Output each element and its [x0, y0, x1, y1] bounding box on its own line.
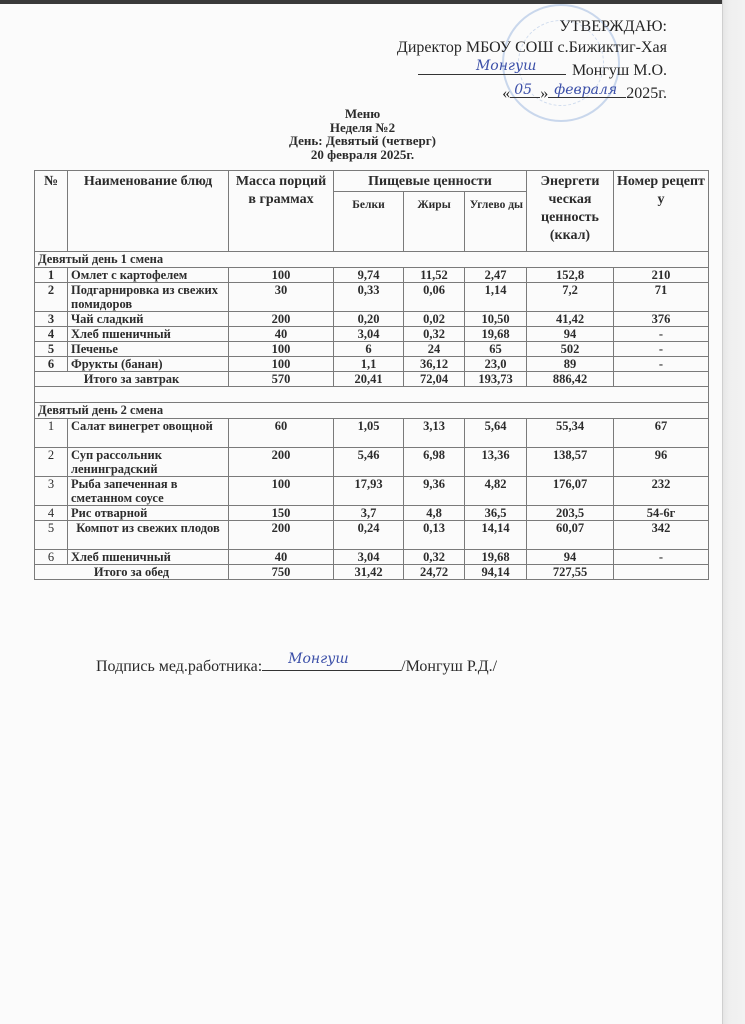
cell-proteins: 3,04 [334, 550, 404, 565]
cell-name: Хлеб пшеничный [68, 550, 229, 565]
cell-energy: 94 [527, 550, 614, 565]
total-recipe [614, 372, 709, 387]
cell-fats: 6,98 [404, 448, 465, 477]
cell-name: Омлет с картофелем [68, 268, 229, 283]
cell-recipe: 71 [614, 283, 709, 312]
cell-recipe: 232 [614, 477, 709, 506]
cell-proteins: 1,1 [334, 357, 404, 372]
cell-energy: 41,42 [527, 312, 614, 327]
total-row [35, 372, 709, 387]
cell-mass: 100 [229, 268, 334, 283]
menu-title: Меню [344, 106, 381, 121]
table-row [35, 312, 709, 327]
total-carbs: 193,73 [465, 372, 527, 387]
total-label: Итого за завтрак [35, 372, 229, 387]
cell-fats: 0,32 [404, 327, 465, 342]
total-energy: 727,55 [527, 565, 614, 580]
med-signature-line [262, 651, 401, 671]
cell-recipe: 96 [614, 448, 709, 477]
cell-fats: 11,52 [404, 268, 465, 283]
cell-carbs: 2,47 [465, 268, 527, 283]
cell-fats: 0,06 [404, 283, 465, 312]
approval-title: УТВЕРЖДАЮ: [559, 18, 667, 35]
med-signature: Монгуш [288, 651, 349, 667]
table-row [35, 268, 709, 283]
date-day: 05 [514, 82, 533, 98]
total-proteins: 20,41 [334, 372, 404, 387]
col-proteins: Белки [334, 192, 404, 252]
total-proteins: 31,42 [334, 565, 404, 580]
cell-carbs: 1,14 [465, 283, 527, 312]
date-day-line [510, 81, 540, 98]
cell-num: 4 [35, 506, 68, 521]
cell-carbs: 19,68 [465, 550, 527, 565]
cell-num: 4 [35, 327, 68, 342]
cell-proteins: 1,05 [334, 419, 404, 448]
cell-fats: 0,32 [404, 550, 465, 565]
cell-proteins: 0,20 [334, 312, 404, 327]
director-name: Монгуш М.О. [571, 62, 667, 79]
cell-energy: 203,5 [527, 506, 614, 521]
cell-recipe: 210 [614, 268, 709, 283]
cell-mass: 100 [229, 357, 334, 372]
cell-energy: 7,2 [527, 283, 614, 312]
cell-num: 3 [35, 477, 68, 506]
cell-recipe: 54-6г [614, 506, 709, 521]
cell-carbs: 36,5 [465, 506, 527, 521]
cell-fats: 9,36 [404, 477, 465, 506]
total-mass: 750 [229, 565, 334, 580]
table-row [35, 342, 709, 357]
cell-mass: 40 [229, 327, 334, 342]
cell-mass: 100 [229, 477, 334, 506]
director-signature-line [418, 58, 566, 75]
cell-proteins: 0,24 [334, 521, 404, 550]
cell-energy: 152,8 [527, 268, 614, 283]
cell-num: 5 [35, 521, 68, 550]
cell-energy: 55,34 [527, 419, 614, 448]
cell-name: Хлеб пшеничный [68, 327, 229, 342]
total-fats: 24,72 [404, 565, 465, 580]
cell-proteins: 0,33 [334, 283, 404, 312]
cell-recipe: 342 [614, 521, 709, 550]
cell-name: Печенье [68, 342, 229, 357]
total-carbs: 94,14 [465, 565, 527, 580]
cell-proteins: 3,7 [334, 506, 404, 521]
cell-num: 2 [35, 283, 68, 312]
cell-num: 5 [35, 342, 68, 357]
cell-proteins: 9,74 [334, 268, 404, 283]
menu-week: Неделя №2 [329, 119, 396, 135]
cell-carbs: 10,50 [465, 312, 527, 327]
col-energy: Энергети ческая ценность (ккал) [527, 171, 614, 252]
section-title: Девятый день 2 смена [35, 403, 709, 419]
cell-mass: 150 [229, 506, 334, 521]
approval-block [397, 16, 667, 104]
date-month: февраля [554, 82, 618, 98]
cell-energy: 60,07 [527, 521, 614, 550]
cell-recipe: 376 [614, 312, 709, 327]
total-recipe [614, 565, 709, 580]
total-fats: 72,04 [404, 372, 465, 387]
total-mass: 570 [229, 372, 334, 387]
cell-name: Рис отварной [68, 506, 229, 521]
cell-proteins: 3,04 [334, 327, 404, 342]
cell-num: 2 [35, 448, 68, 477]
cell-num: 1 [35, 268, 68, 283]
cell-recipe: - [614, 357, 709, 372]
cell-energy: 138,57 [527, 448, 614, 477]
cell-name: Салат винегрет овощной [68, 419, 229, 448]
cell-name: Фрукты (банан) [68, 357, 229, 372]
cell-energy: 176,07 [527, 477, 614, 506]
med-worker-name: /Монгуш Р.Д./ [401, 658, 498, 675]
cell-proteins: 5,46 [334, 448, 404, 477]
cell-fats: 0,02 [404, 312, 465, 327]
col-name: Наименование блюд [68, 171, 229, 252]
cell-carbs: 14,14 [465, 521, 527, 550]
cell-fats: 24 [404, 342, 465, 357]
cell-energy: 89 [527, 357, 614, 372]
cell-mass: 100 [229, 342, 334, 357]
date-year: 2025г. [626, 85, 667, 102]
cell-proteins: 17,93 [334, 477, 404, 506]
total-row [35, 565, 709, 580]
cell-carbs: 23,0 [465, 357, 527, 372]
director-signature: Монгуш [475, 58, 537, 74]
cell-recipe: - [614, 327, 709, 342]
cell-fats: 3,13 [404, 419, 465, 448]
table-row [35, 550, 709, 565]
section-row [35, 403, 709, 419]
cell-energy: 94 [527, 327, 614, 342]
table-row [35, 521, 709, 550]
col-recipe: Номер рецепт у [614, 171, 709, 252]
cell-energy: 502 [527, 342, 614, 357]
approval-signature-line [397, 58, 667, 81]
med-signature-label: Подпись мед.работника: [96, 658, 263, 675]
col-carbs: Углево ды [465, 192, 527, 252]
table-row [35, 283, 709, 312]
cell-num: 3 [35, 312, 68, 327]
menu-day: День: Девятый (четверг) [289, 133, 436, 148]
total-energy: 886,42 [527, 372, 614, 387]
cell-carbs: 5,64 [465, 419, 527, 448]
table-row [35, 357, 709, 372]
approval-date [397, 81, 667, 104]
approval-position: Директор МБОУ СОШ с.Бижиктиг-Хая [396, 39, 667, 56]
cell-name: Компот из свежих плодов [68, 521, 229, 550]
cell-name: Чай сладкий [68, 312, 229, 327]
col-fats: Жиры [404, 192, 465, 252]
date-quote-close: » [540, 85, 549, 102]
cell-name: Суп рассольник ленинградский [68, 448, 229, 477]
cell-carbs: 65 [465, 342, 527, 357]
section-row [35, 252, 709, 268]
cell-mass: 200 [229, 521, 334, 550]
blank-cell [35, 387, 709, 403]
scan-top-border [0, 0, 745, 4]
cell-name: Подгарнировка из свежих помидоров [68, 283, 229, 312]
cell-carbs: 19,68 [465, 327, 527, 342]
total-label: Итого за обед [35, 565, 229, 580]
section-title: Девятый день 1 смена [35, 252, 709, 268]
cell-fats: 4,8 [404, 506, 465, 521]
table-header-row [35, 171, 709, 192]
table-row [35, 506, 709, 521]
cell-mass: 40 [229, 550, 334, 565]
cell-fats: 36,12 [404, 357, 465, 372]
cell-num: 1 [35, 419, 68, 448]
table-row [35, 327, 709, 342]
cell-num: 6 [35, 550, 68, 565]
table-row [35, 477, 709, 506]
date-quote-open: « [502, 85, 511, 102]
menu-date: 20 февраля 2025г. [310, 146, 415, 162]
cell-carbs: 4,82 [465, 477, 527, 506]
cell-proteins: 6 [334, 342, 404, 357]
col-num: № [35, 171, 68, 252]
cell-recipe: - [614, 342, 709, 357]
cell-recipe: - [614, 550, 709, 565]
menu-table [34, 170, 709, 580]
cell-name: Рыба запеченная в сметанном соусе [68, 477, 229, 506]
table-row [35, 448, 709, 477]
cell-fats: 0,13 [404, 521, 465, 550]
col-mass: Масса порций в граммах [229, 171, 334, 252]
spacer-row [35, 387, 709, 403]
cell-mass: 200 [229, 448, 334, 477]
table-row [35, 419, 709, 448]
cell-mass: 60 [229, 419, 334, 448]
cell-num: 6 [35, 357, 68, 372]
cell-recipe: 67 [614, 419, 709, 448]
cell-mass: 200 [229, 312, 334, 327]
med-signature-block [96, 651, 498, 676]
col-nutrition: Пищевые ценности [334, 171, 527, 192]
menu-header [0, 107, 745, 161]
cell-carbs: 13,36 [465, 448, 527, 477]
date-month-line [548, 81, 626, 98]
cell-mass: 30 [229, 283, 334, 312]
